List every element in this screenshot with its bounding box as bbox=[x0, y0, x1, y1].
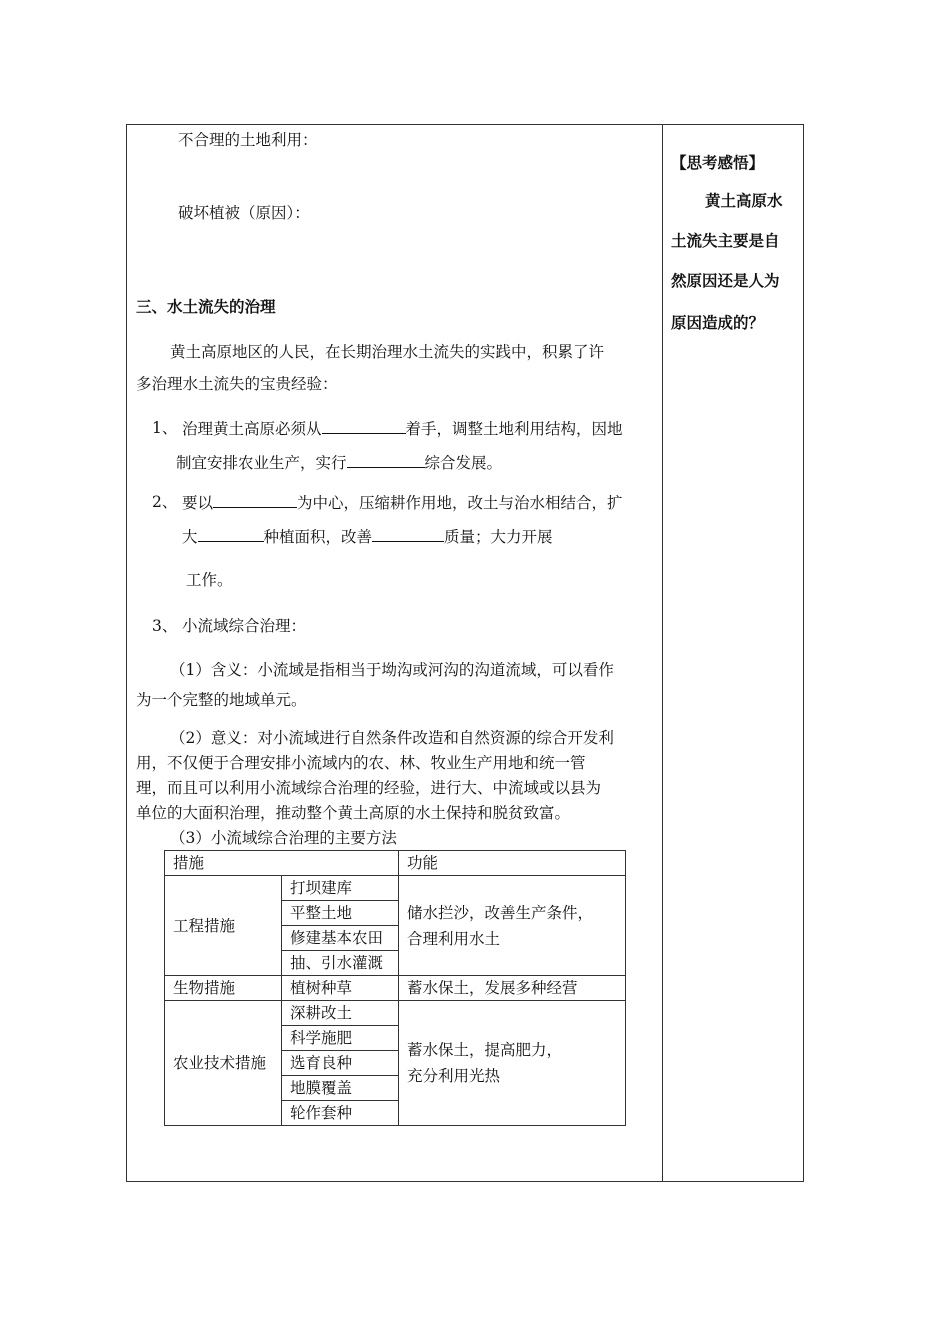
measure-item: 修建基本农田 bbox=[282, 926, 399, 951]
side-question-line-4: 原因造成的？ bbox=[671, 314, 765, 332]
measure-item: 地膜覆盖 bbox=[282, 1076, 399, 1101]
measure-item: 选育良种 bbox=[282, 1051, 399, 1076]
table-row bbox=[165, 976, 626, 1001]
measure-item: 科学施肥 bbox=[282, 1026, 399, 1051]
blank-5[interactable] bbox=[372, 526, 444, 542]
item-2-line-1: 要以 为中心，压缩耕作用地，改土与治水相结合，扩 bbox=[182, 494, 623, 512]
measure-item: 抽、引水灌溉 bbox=[282, 951, 399, 976]
group-name: 生物措施 bbox=[165, 976, 282, 1001]
methods-table bbox=[164, 850, 626, 1126]
intro-line-2: 多治理水土流失的宝贵经验： bbox=[136, 375, 338, 393]
side-question-line-1: 黄土高原水 bbox=[705, 192, 783, 210]
measure-item: 打坝建库 bbox=[282, 876, 399, 901]
group-function: 储水拦沙，改善生产条件， 合理利用水土 bbox=[399, 876, 626, 976]
item-3-text: 小流域综合治理： bbox=[182, 617, 307, 635]
blank-3[interactable] bbox=[213, 492, 297, 508]
definition-line-2: 为一个完整的地域单元。 bbox=[136, 691, 307, 709]
measure-item: 平整土地 bbox=[282, 901, 399, 926]
table-row bbox=[165, 876, 626, 901]
item-2-line-3: 工作。 bbox=[186, 571, 233, 589]
significance-line-2: 用，不仅便于合理安排小流域内的农、林、牧业生产用地和统一管 bbox=[136, 754, 586, 772]
side-question-line-2: 土流失主要是自 bbox=[671, 232, 780, 250]
measure-item: 植树种草 bbox=[282, 976, 399, 1001]
methods-title: （3）小流域综合治理的主要方法 bbox=[170, 829, 397, 847]
blank-2[interactable] bbox=[347, 452, 425, 468]
item-2-number: 2、 bbox=[152, 493, 178, 511]
item-1-line-1: 治理黄土高原必须从 着手，调整土地利用结构，因地 bbox=[182, 420, 623, 438]
definition-line-1: （1）含义：小流域是指相当于坳沟或河沟的沟道流域，可以看作 bbox=[170, 661, 614, 679]
item-2-line-2: 大 种植面积，改善 质量；大力开展 bbox=[182, 528, 553, 546]
column-divider bbox=[662, 124, 663, 1182]
significance-line-4: 单位的大面积治理，推动整个黄土高原的水土保持和脱贫致富。 bbox=[136, 804, 571, 822]
blank-4[interactable] bbox=[198, 526, 264, 542]
vegetation-line: 破坏植被（原因）： bbox=[178, 204, 310, 222]
measure-item: 轮作套种 bbox=[282, 1101, 399, 1126]
side-question-line-3: 然原因还是人为 bbox=[671, 272, 780, 290]
table-row bbox=[165, 1001, 626, 1026]
item-3-number: 3、 bbox=[152, 617, 178, 635]
item-1-number: 1、 bbox=[152, 419, 178, 437]
significance-line-3: 理，而且可以利用小流域综合治理的经验，进行大、中流域或以县为 bbox=[136, 779, 602, 797]
table-header-row bbox=[165, 851, 626, 876]
item-1-line-2: 制宜安排农业生产，实行 综合发展。 bbox=[176, 454, 503, 472]
group-function: 蓄水保土，发展多种经营 bbox=[399, 976, 626, 1001]
side-heading: 【思考感悟】 bbox=[671, 154, 765, 172]
land-use-line: 不合理的土地利用： bbox=[178, 131, 318, 149]
header-measure: 措施 bbox=[165, 851, 399, 876]
measure-item: 深耕改土 bbox=[282, 1001, 399, 1026]
section-heading: 三、水土流失的治理 bbox=[136, 298, 276, 316]
significance-line-1: （2）意义：对小流域进行自然条件改造和自然资源的综合开发利 bbox=[170, 729, 614, 747]
group-name: 农业技术措施 bbox=[165, 1001, 282, 1126]
blank-1[interactable] bbox=[322, 418, 406, 434]
intro-line-1: 黄土高原地区的人民，在长期治理水土流失的实践中，积累了许 bbox=[170, 343, 605, 361]
group-function: 蓄水保土，提高肥力， 充分利用光热 bbox=[399, 1001, 626, 1126]
group-name: 工程措施 bbox=[165, 876, 282, 976]
header-function: 功能 bbox=[399, 851, 626, 876]
